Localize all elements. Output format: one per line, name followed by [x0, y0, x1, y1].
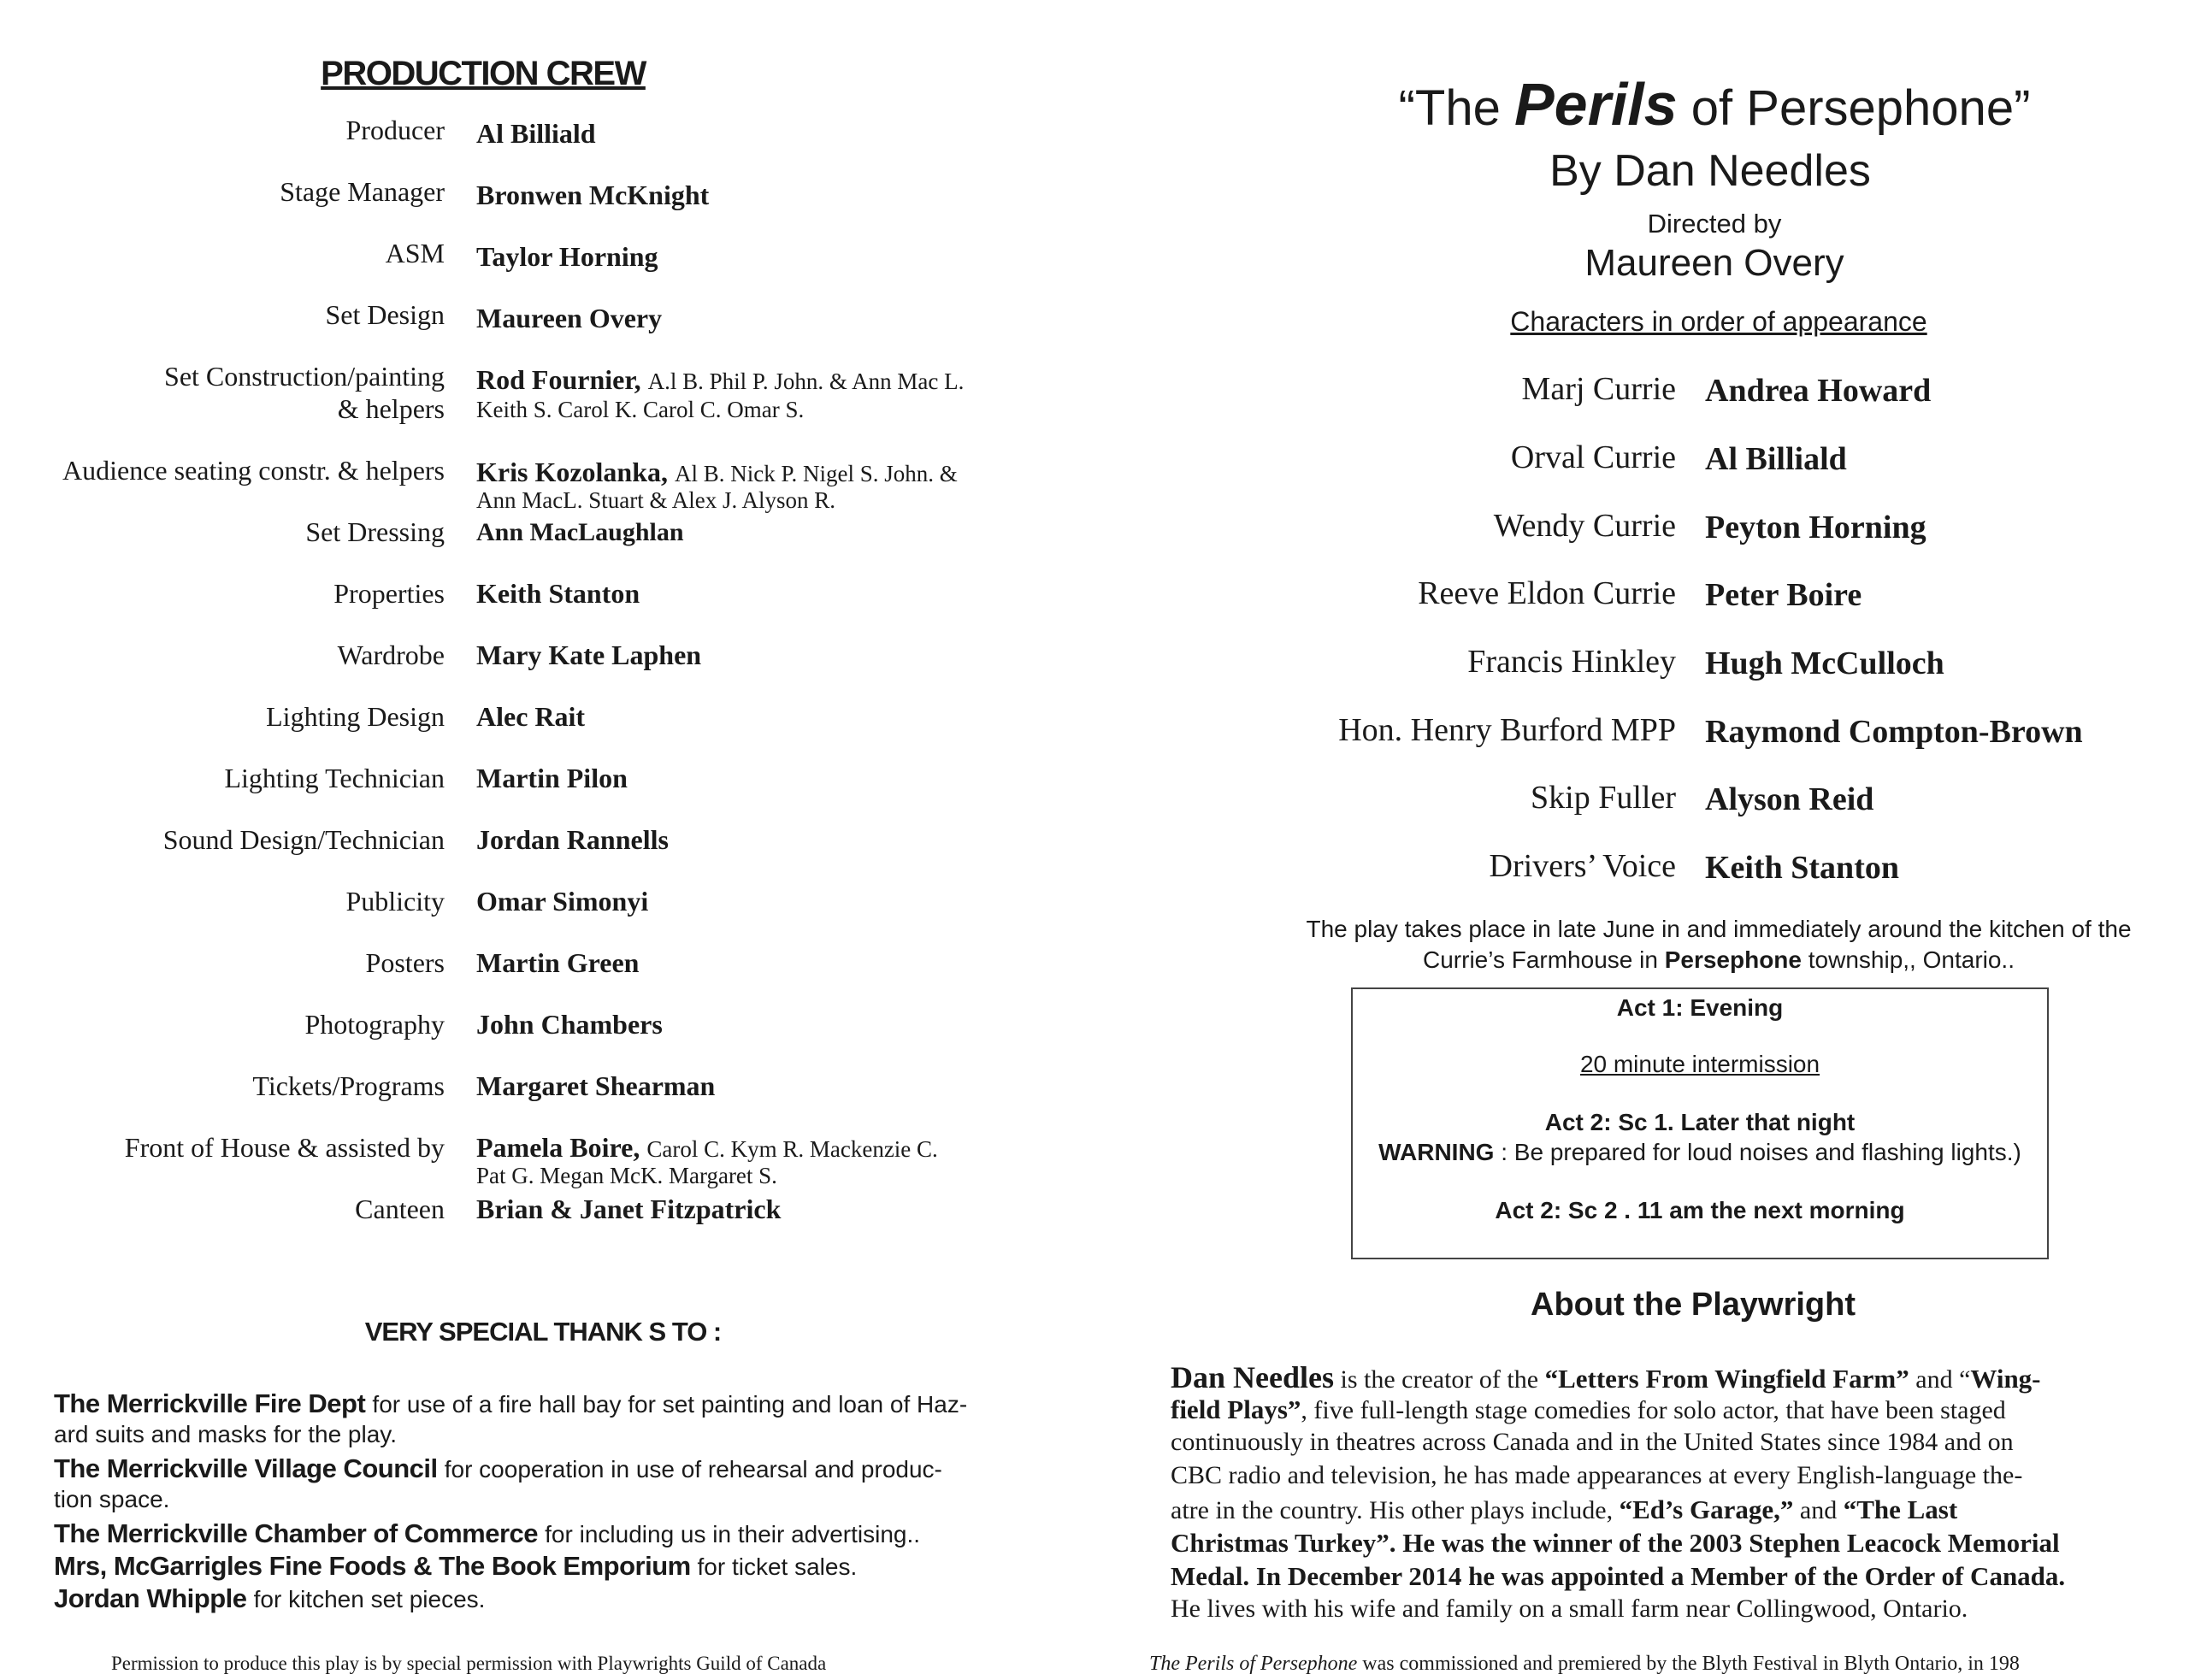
bio-bold: Christmas Turkey”. He was the winner of the 2003 Stephen Leacock Memorial [1171, 1528, 2060, 1558]
bio-bold: Dan Needles [1171, 1360, 1334, 1394]
acts-box [1351, 987, 2049, 1259]
intermission: 20 minute intermission [1579, 1051, 1820, 1077]
actor-name: Peter Boire [1705, 577, 1862, 613]
commission-text: was commissioned and premiered by the Blyth Festival in Blyth Ontario, in 198 [1357, 1653, 2020, 1675]
bio-text: He lives with his wife and family on a small farm near Collingwood, Ontario. [1171, 1595, 1968, 1623]
crew-name: Jordan Rannells [476, 824, 669, 855]
bio-text: and “ [1909, 1365, 1971, 1394]
character-name: Hon. Henry Burford MPP [1338, 712, 1676, 748]
crew-name [476, 1132, 938, 1164]
thanks-text: for use of a fire hall bay for set painting and loan of Haz- [372, 1391, 968, 1418]
crew-name: Brian & Janet Fitzpatrick [476, 1194, 782, 1224]
character-name: Drivers’ Voice [1489, 848, 1676, 884]
production-crew-title: PRODUCTION CREW [321, 55, 646, 92]
bio-text: is the creator of the [1334, 1365, 1545, 1394]
crew-name: Taylor Horning [476, 241, 658, 272]
thanks-text: tion space. [54, 1486, 170, 1512]
bio-text: atre in the country. His other plays include, [1171, 1496, 1620, 1524]
setting-line [1180, 946, 2189, 974]
crew-role: Audience seating constr. & helpers [62, 455, 445, 486]
crew-role: Publicity [345, 886, 445, 917]
crew-role: Stage Manager [280, 176, 445, 207]
crew-helpers: Al B. Nick P. Nigel S. John. & [675, 461, 958, 486]
bio-line [1171, 1595, 1968, 1624]
bio-bold: Medal. In December 2014 he was appointed a Member of the Order of Canada. [1171, 1561, 2066, 1591]
setting-place: Persephone [1664, 946, 1802, 973]
character-name: Orval Currie [1510, 439, 1676, 475]
bio-bold: “Letters From Wingfield Farm” [1544, 1364, 1909, 1394]
bio-text: continuously in theatres across Canada and in the United States since 1984 and on [1171, 1428, 2014, 1456]
crew-role: Set Design [325, 299, 445, 330]
crew-name-text: Kris Kozolanka, [476, 457, 669, 487]
crew-role: Producer [345, 115, 445, 145]
crew-role: Posters [365, 947, 445, 978]
thanks-line [54, 1551, 857, 1582]
permission-note: Permission to produce this play is by special permission with Playwrights Guild of Canada [111, 1653, 827, 1674]
crew-helpers-line: Ann MacL. Stuart & Alex J. Alyson R. [476, 487, 835, 513]
bio-bold: “The Last [1843, 1494, 1958, 1524]
commission-title: The Perils of Persephone [1149, 1653, 1358, 1675]
play-title-perils: Perils [1513, 71, 1678, 138]
crew-role: Set Construction/painting [164, 361, 445, 392]
directed-by-label: Directed by [1647, 209, 1782, 239]
bio-line [1171, 1461, 2022, 1490]
setting-line: The play takes place in late June in and immediately around the kitchen of the [1306, 916, 2132, 942]
bio-bold: Wing- [1970, 1364, 2041, 1394]
thanks-text: for kitchen set pieces. [253, 1586, 486, 1612]
crew-role: Tickets/Programs [252, 1070, 445, 1101]
director-name: Maureen Overy [1584, 242, 1844, 284]
bio-line [1171, 1494, 1957, 1525]
character-name: Wendy Currie [1493, 508, 1676, 544]
crew-helpers-line: Pat G. Megan McK. Margaret S. [476, 1163, 777, 1188]
characters-heading: Characters in order of appearance [1510, 306, 1927, 337]
play-title-pre: “The [1398, 80, 1514, 136]
crew-name: Martin Green [476, 947, 640, 978]
thanks-text: for cooperation in use of rehearsal and produc- [444, 1456, 942, 1483]
bio-line [1171, 1428, 2014, 1457]
act-2-scene-2: Act 2: Sc 2 . 11 am the next morning [1495, 1197, 1905, 1223]
setting-text: Currie’s Farmhouse in [1423, 946, 1665, 973]
character-name: Skip Fuller [1531, 780, 1676, 816]
thanks-text: for including us in their advertising.. [545, 1521, 921, 1547]
crew-name: John Chambers [476, 1009, 663, 1040]
thanks-org: Jordan Whipple [54, 1583, 254, 1613]
thanks-line [54, 1453, 942, 1484]
crew-name: Mary Kate Laphen [476, 640, 702, 670]
thanks-org: The Merrickville Village Council [54, 1453, 445, 1483]
special-thanks-title: VERY SPECIAL THANK S TO : [364, 1317, 722, 1347]
crew-name: Al Billiald [476, 118, 596, 149]
actor-name: Peyton Horning [1705, 510, 1926, 545]
bio-line [1171, 1528, 2060, 1559]
crew-name: Bronwen McKnight [476, 180, 710, 210]
thanks-org: The Merrickville Chamber of Commerce [54, 1518, 546, 1548]
thanks-text: ard suits and masks for the play. [54, 1421, 397, 1447]
crew-role: Wardrobe [337, 640, 445, 670]
thanks-line [54, 1518, 920, 1549]
actor-name: Raymond Compton-Brown [1705, 714, 2083, 750]
crew-helpers: Carol C. Kym R. Mackenzie C. [646, 1136, 938, 1162]
crew-role: Set Dressing [305, 516, 445, 547]
thanks-line [54, 1421, 397, 1448]
about-playwright-heading: About the Playwright [1531, 1287, 1856, 1323]
crew-helpers-line: Keith S. Carol K. Carol C. Omar S. [476, 397, 805, 422]
crew-role: Properties [333, 578, 445, 609]
thanks-text: for ticket sales. [690, 1553, 858, 1580]
crew-role: Photography [304, 1009, 445, 1040]
warning-label: WARNING [1378, 1139, 1495, 1165]
crew-name [476, 457, 958, 488]
crew-name: Ann MacLaughlan [476, 518, 684, 546]
crew-name: Keith Stanton [476, 578, 640, 609]
actor-name: Keith Stanton [1705, 850, 1899, 886]
character-name: Marj Currie [1521, 371, 1676, 407]
bio-text: , five full-length stage comedies for solo actor, that have been staged [1301, 1396, 2006, 1424]
thanks-line [54, 1388, 967, 1419]
act-1: Act 1: Evening [1616, 994, 1784, 1021]
thanks-org: Mrs, McGarrigles Fine Foods & The Book Emporium [54, 1551, 691, 1581]
crew-role: Sound Design/Technician [162, 824, 445, 855]
playwright-line: By Dan Needles [1549, 146, 1871, 196]
commission-note [1149, 1653, 2020, 1676]
crew-role: ASM [385, 238, 445, 268]
crew-helpers: A.l B. Phil P. John. & Ann Mac L. [647, 368, 965, 394]
crew-name-text: Rod Fournier, [476, 364, 641, 395]
crew-name [476, 364, 964, 396]
play-title-post: of Persephone” [1677, 80, 2031, 136]
crew-name: Omar Simonyi [476, 886, 649, 917]
crew-role: & helpers [337, 393, 445, 424]
bio-text: CBC radio and television, he has made appearances at every English-language the- [1171, 1461, 2023, 1489]
crew-name: Alec Rait [476, 701, 586, 732]
thanks-line [54, 1583, 485, 1614]
actor-name: Al Billiald [1705, 441, 1847, 477]
bio-line [1171, 1561, 2065, 1592]
crew-name-text: Pamela Boire, [476, 1132, 640, 1163]
crew-name: Martin Pilon [476, 763, 628, 793]
bio-bold: “Ed’s Garage,” [1619, 1494, 1794, 1524]
play-title [1171, 70, 2189, 139]
actor-name: Andrea Howard [1705, 373, 1932, 409]
actor-name: Alyson Reid [1705, 781, 1874, 817]
crew-name: Maureen Overy [476, 303, 663, 333]
actor-name: Hugh McCulloch [1705, 645, 1944, 681]
bio-bold: field Plays” [1171, 1394, 1301, 1424]
crew-role: Canteen [355, 1194, 445, 1224]
crew-role: Front of House & assisted by [124, 1132, 445, 1163]
warning-text: : Be prepared for loud noises and flashing lights.) [1494, 1139, 2021, 1165]
thanks-org: The Merrickville Fire Dept [54, 1388, 373, 1418]
crew-name: Margaret Shearman [476, 1070, 716, 1101]
thanks-line [54, 1486, 169, 1513]
character-name: Francis Hinkley [1467, 644, 1676, 680]
character-name: Reeve Eldon Currie [1418, 575, 1676, 611]
crew-role: Lighting Design [266, 701, 445, 732]
crew-role: Lighting Technician [224, 763, 445, 793]
bio-text: and [1793, 1496, 1844, 1524]
bio-line [1171, 1394, 2006, 1425]
bio-line [1171, 1359, 2041, 1395]
warning-line [1353, 1139, 2047, 1166]
act-2-scene-1: Act 2: Sc 1. Later that night [1544, 1109, 1856, 1135]
setting-text: township,, Ontario.. [1801, 946, 2015, 973]
